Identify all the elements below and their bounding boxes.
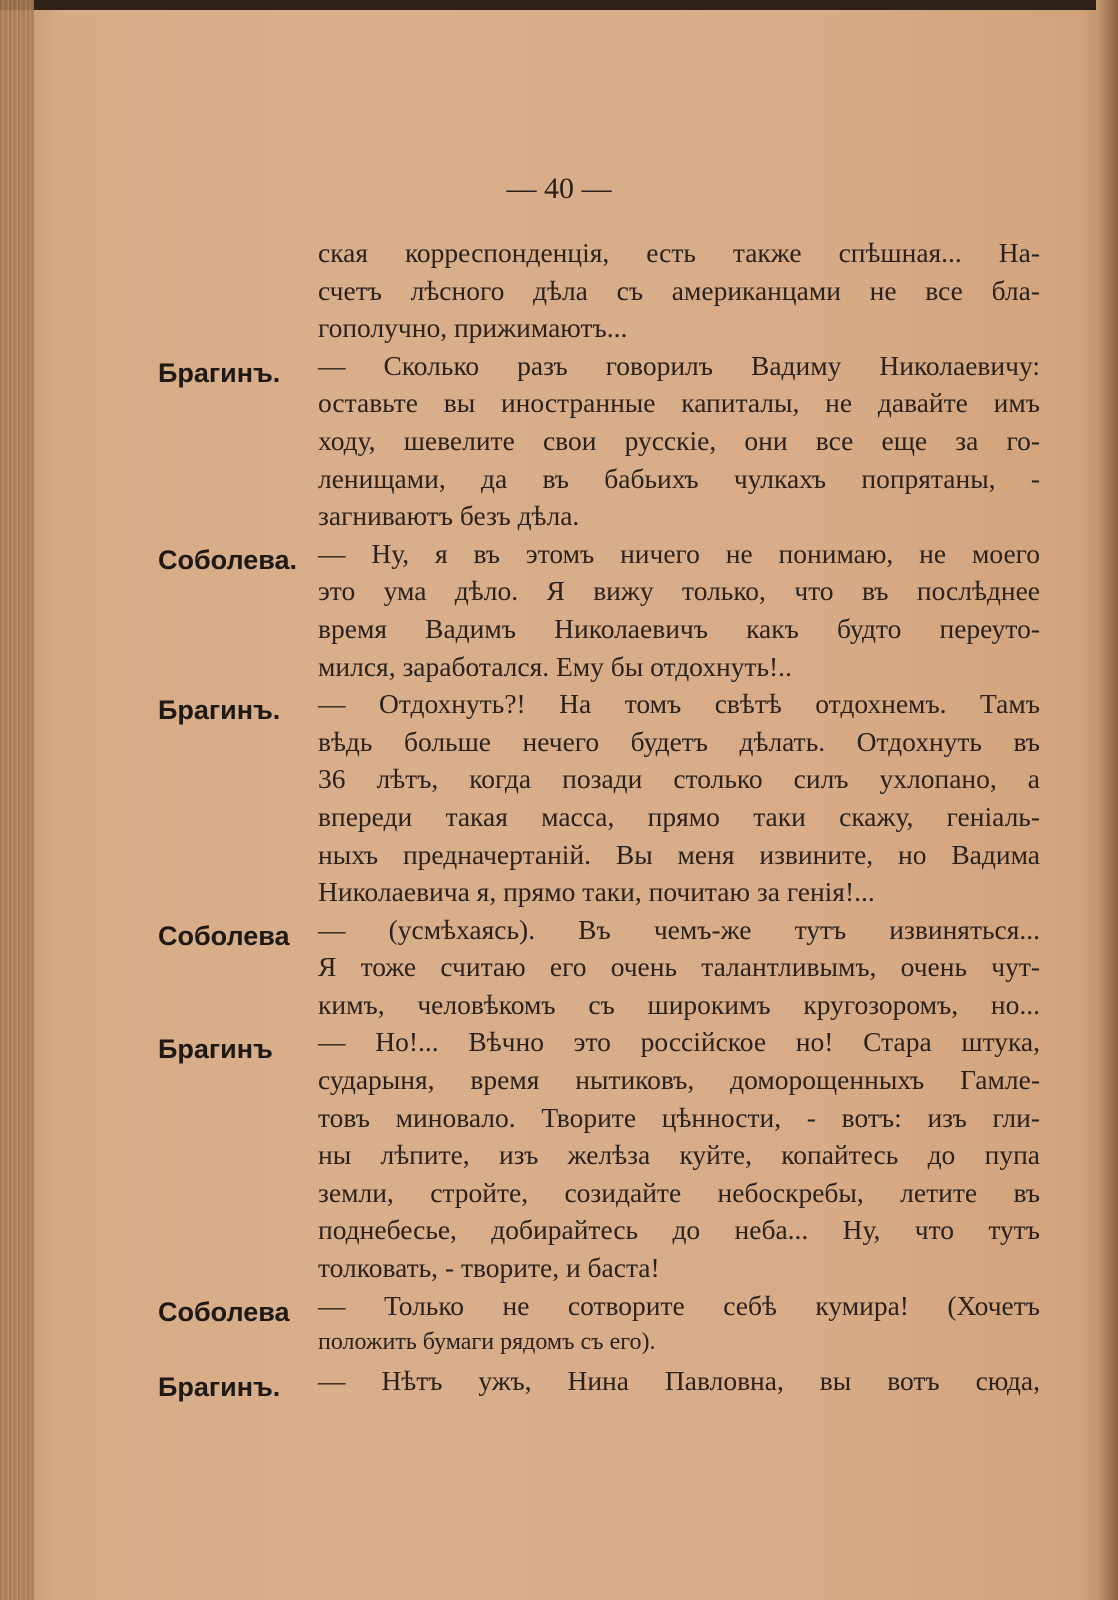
dialogue-text: [318, 234, 1040, 1399]
text-line: — Отдохнуть?! На томъ свѣтѣ отдохнемъ. Тамъ: [318, 688, 1040, 720]
text-line: толковать, - творите, и баста!: [318, 1252, 660, 1284]
text-line: ны лѣпите, изъ желѣза куйте, копайтесь до пупа: [318, 1139, 1040, 1171]
text-line: время Вадимъ Николаевичъ какъ будто переуто-: [318, 612, 1040, 644]
text-line: поднебесье, добирайтесь до неба... Ну, что тутъ: [318, 1214, 1040, 1246]
text-line: вѣдь больше нечего будетъ дѣлать. Отдохнуть въ: [318, 725, 1040, 757]
text-line: — Только не сотворите себѣ кумира! (Хочетъ: [318, 1289, 1040, 1321]
speaker-name: Брагинъ.: [158, 695, 281, 725]
speaker-name: Брагинъ.: [158, 1372, 281, 1402]
text-line: — Нѣтъ ужъ, Нина Павловна, вы вотъ сюда,: [318, 1364, 1040, 1396]
text-line: товъ миновало. Творите цѣнности, - вотъ: изъ гли-: [318, 1101, 1040, 1133]
text-line: ходу, шевелите свои русскіе, они все еще за го-: [318, 424, 1040, 456]
text-line: оставьте вы иностранные капиталы, не давайте имъ: [318, 387, 1040, 419]
page-number: — 40 —: [506, 172, 612, 205]
text-line: — Сколько разъ говорилъ Вадиму Николаевичу:: [318, 349, 1040, 381]
text-line: ская корреспонденція, есть также спѣшная... На-: [318, 237, 1040, 268]
page-gutter: [0, 0, 34, 1600]
text-line: 36 лѣтъ, когда позади столько силъ ухлопано, а: [318, 763, 1040, 795]
text-line: Я тоже считаю его очень талантливымъ, очень чут-: [318, 951, 1040, 983]
text-line: гополучно, прижимаютъ...: [318, 312, 628, 344]
speaker-name: Соболева: [158, 921, 290, 951]
text-line: сударыня, время нытиковъ, доморощенныхъ Гамле-: [318, 1064, 1040, 1096]
speaker-name: Соболева.: [158, 545, 298, 575]
text-line: ныхъ предначертаній. Вы меня извините, но Вадима: [318, 838, 1040, 870]
text-line: впереди такая масса, прямо таки скажу, геніаль-: [318, 800, 1040, 832]
text-line: кимъ, человѣкомъ съ широкимъ кругозоромъ, но...: [318, 988, 1040, 1020]
page-right-edge: [1096, 0, 1118, 1600]
text-line: счетъ лѣсного дѣла съ американцами не все бла-: [318, 274, 1040, 306]
text-line: земли, стройте, созидайте небоскребы, летите въ: [318, 1176, 1040, 1208]
text-line: загниваютъ безъ дѣла.: [318, 500, 580, 532]
text-line: — Но!... Вѣчно это россійское но! Стара штука,: [318, 1026, 1040, 1058]
text-line: — Ну, я въ этомъ ничего не понимаю, не моего: [318, 537, 1040, 569]
speaker-name: Брагинъ.: [158, 358, 281, 388]
text-line: мился, заработался. Ему бы отдохнуть!..: [318, 650, 792, 682]
text-line: Николаевича я, прямо таки, почитаю за генія!...: [318, 876, 875, 908]
text-line: ленищами, да въ бабьихъ чулкахъ попрятаны, -: [318, 462, 1040, 494]
text-line: — (усмѣхаясь). Въ чемъ-же тутъ извиняться...: [318, 913, 1040, 945]
speaker-name: Брагинъ: [158, 1034, 273, 1064]
text-line: положить бумаги рядомъ съ его).: [318, 1329, 656, 1356]
text-line: это ума дѣло. Я вижу только, что въ послѣднее: [318, 575, 1040, 607]
page-top-edge: [0, 0, 1118, 10]
speaker-name: Соболева: [158, 1297, 290, 1327]
